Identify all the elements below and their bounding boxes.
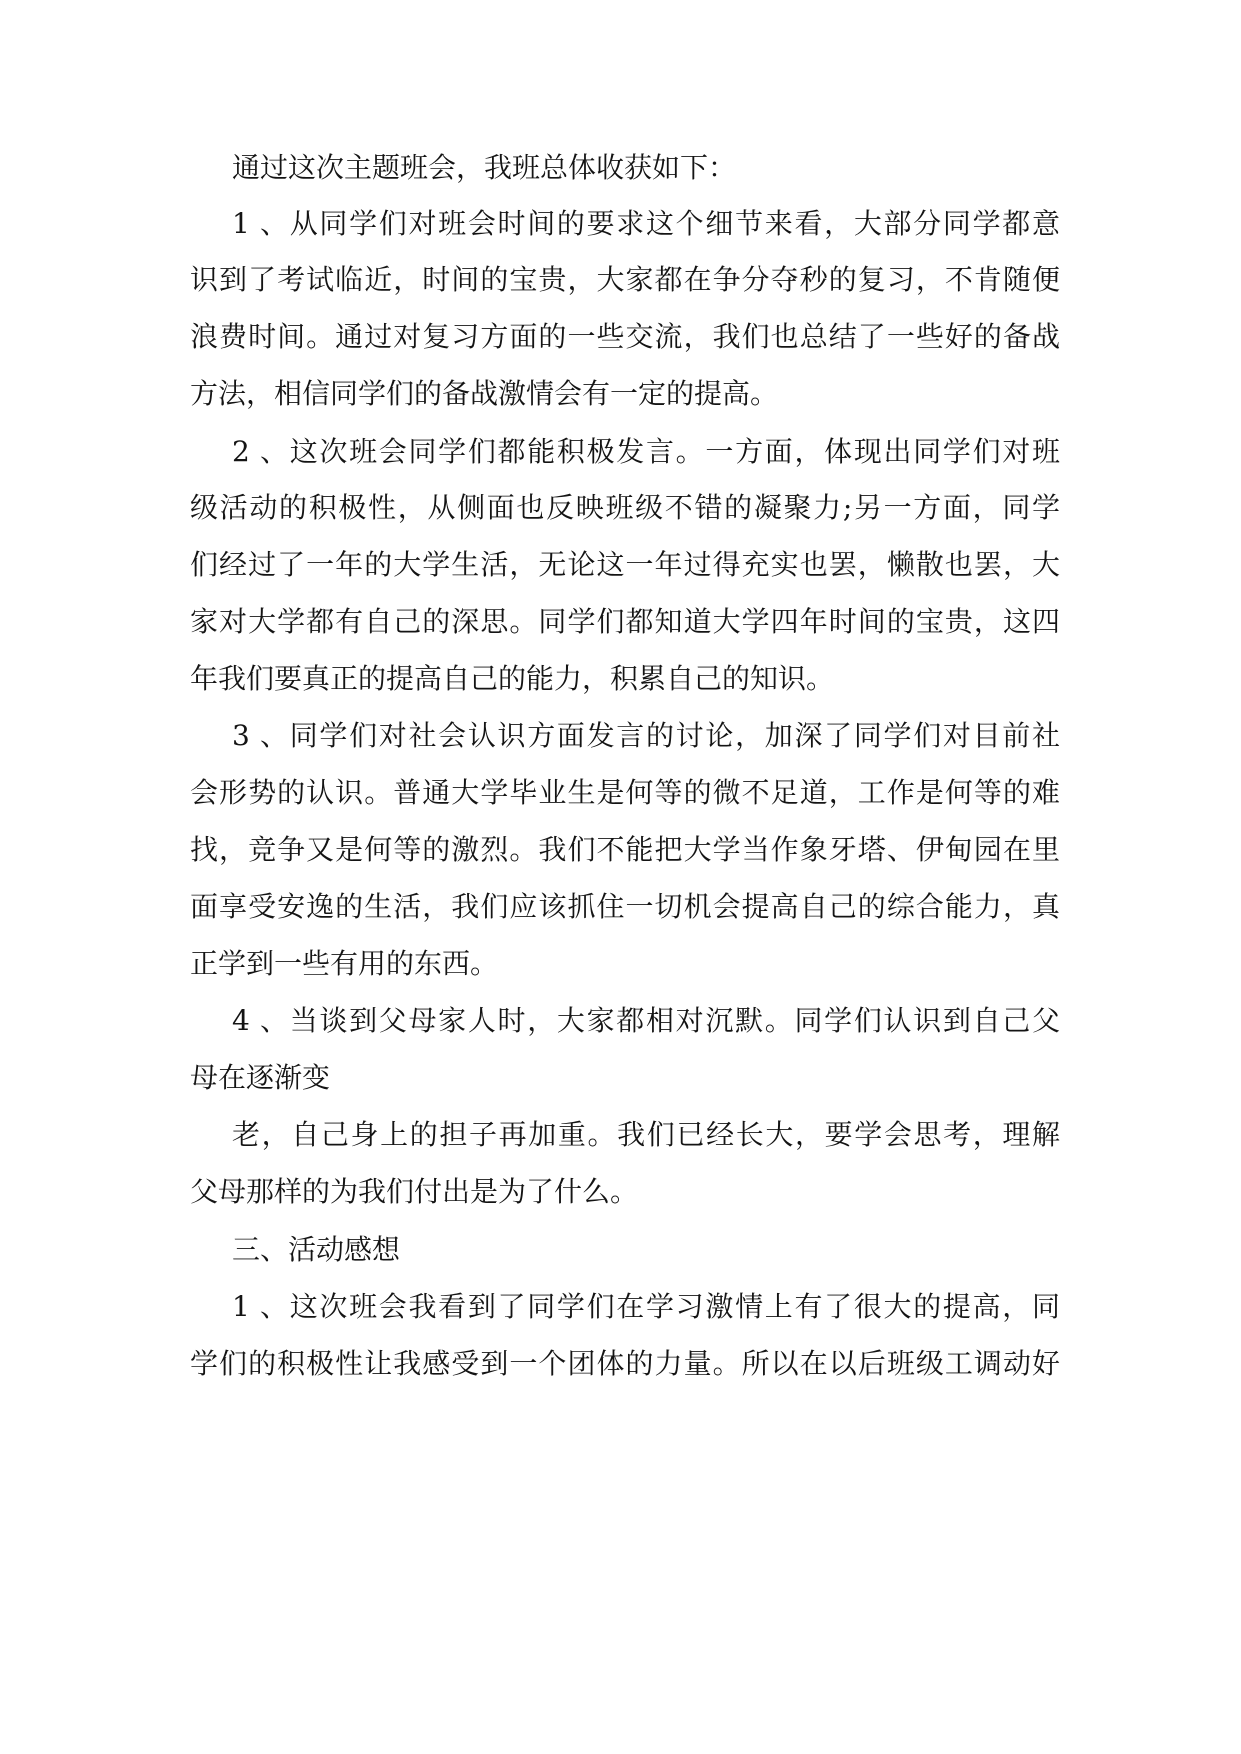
item-3-line-2: 会形势的认识。普通大学毕业生是何等的微不足道，工作是何等的难 [190,776,1060,809]
item-4-line-1 [232,1003,1060,1039]
item-1-line-4: 方法，相信同学们的备战激情会有一定的提高。 [190,377,779,410]
item-4-first-text: 当谈到父母家人时，大家都相对沉默。同学们认识到自己父 [288,1004,1060,1037]
item-2-line-3: 们经过了一年的大学生活，无论这一年过得充实也罢，懒散也罢，大 [190,548,1060,581]
item-3-number: 3、 [232,719,288,752]
item-3-first-text: 同学们对社会认识方面发言的讨论，加深了同学们对目前社 [288,719,1060,752]
summary-intro: 通过这次主题班会，我班总体收获如下： [232,151,737,184]
item-2-number: 2、 [232,435,288,468]
item-2-line-1 [232,434,1060,470]
continuation-line-1: 老，自己身上的担子再加重。我们已经长大，要学会思考，理解 [232,1118,1060,1151]
section-heading: 三、活动感想 [232,1233,401,1266]
section-item-1-line-1 [232,1289,1060,1325]
item-2-line-2: 级活动的积极性，从侧面也反映班级不错的凝聚力;另一方面，同学 [190,491,1060,524]
section-item-1-line-2: 学们的积极性让我感受到一个团体的力量。所以在以后班级工调动好 [190,1347,1060,1380]
section-item-1-first-text: 这次班会我看到了同学们在学习激情上有了很大的提高，同 [288,1290,1060,1323]
item-3-line-1 [232,718,1060,754]
item-1-line-2: 识到了考试临近，时间的宝贵，大家都在争分夺秒的复习，不肯随便 [190,263,1060,296]
item-3-line-5: 正学到一些有用的东西。 [190,947,499,980]
item-1-line-3: 浪费时间。通过对复习方面的一些交流，我们也总结了一些好的备战 [190,320,1060,353]
item-3-line-4: 面享受安逸的生活，我们应该抓住一切机会提高自己的综合能力，真 [190,890,1060,923]
item-2-first-text: 这次班会同学们都能积极发言。一方面，体现出同学们对班 [288,435,1060,468]
item-4-line-2: 母在逐渐变 [190,1061,331,1094]
item-2-line-4: 家对大学都有自己的深思。同学们都知道大学四年时间的宝贵，这四 [190,605,1060,638]
item-1-number: 1、 [232,207,288,240]
item-2-line-5: 年我们要真正的提高自己的能力，积累自己的知识。 [190,662,835,695]
section-item-1-number: 1、 [232,1290,288,1323]
item-1-line-1 [232,206,1060,242]
item-1-first-text: 从同学们对班会时间的要求这个细节来看，大部分同学都意 [288,207,1060,240]
item-4-number: 4、 [232,1004,288,1037]
continuation-line-2: 父母那样的为我们付出是为了什么。 [190,1175,639,1208]
item-3-line-3: 找，竞争又是何等的激烈。我们不能把大学当作象牙塔、伊甸园在里 [190,833,1060,866]
